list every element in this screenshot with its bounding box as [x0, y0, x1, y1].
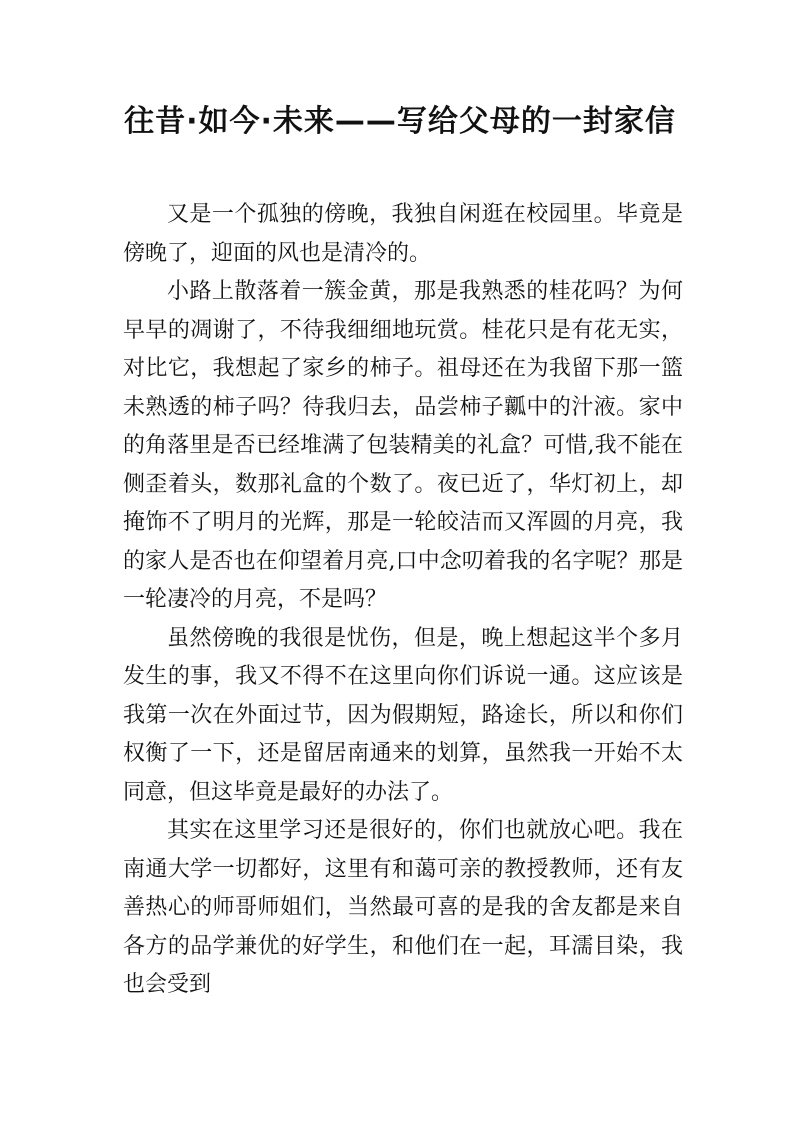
document-title: 往昔·如今·未来——写给父母的一封家信 [124, 104, 676, 139]
paragraph-2: 小路上散落着一簇金黄，那是我熟悉的桂花吗？为何早早的凋谢了，不待我细细地玩赏。桂花只是有花无实，对比它，我想起了家乡的柿子。祖母还在为我留下那一篮未熟透的柿子吗？待我归去，品尝柿子瓤中的汁液。家中的角落里是否已经堆满了包装精美的礼盒？可惜,我不能在侧歪着头，数那礼盒的个数了。夜已近了，华灯初上，却掩饰不了明月的光辉，那是一轮皎洁而又浑圆的月亮，我的家人是否也在仰望着月亮,口中念叨着我的名字呢？那是一轮凄冷的月亮，不是吗？ [123, 279, 683, 612]
letter-body [123, 196, 683, 1005]
paragraph-4: 其实在这里学习还是很好的，你们也就放心吧。我在南通大学一切都好，这里有和蔼可亲的教授教师，还有友善热心的师哥师姐们，当然最可喜的是我的舍友都是来自各方的品学兼优的好学生，和他们在一起，耳濡目染，我也会受到 [123, 818, 683, 997]
paragraph-3: 虽然傍晚的我很是忧伤，但是，晚上想起这半个多月发生的事，我又不得不在这里向你们诉说一通。这应该是我第一次在外面过节，因为假期短，路途长，所以和你们权衡了一下，还是留居南通来的划算，虽然我一开始不太同意，但这毕竟是最好的办法了。 [123, 625, 683, 805]
paragraph-1: 又是一个孤独的傍晚，我独自闲逛在校园里。毕竟是傍晚了，迎面的风也是清冷的。 [123, 202, 683, 266]
